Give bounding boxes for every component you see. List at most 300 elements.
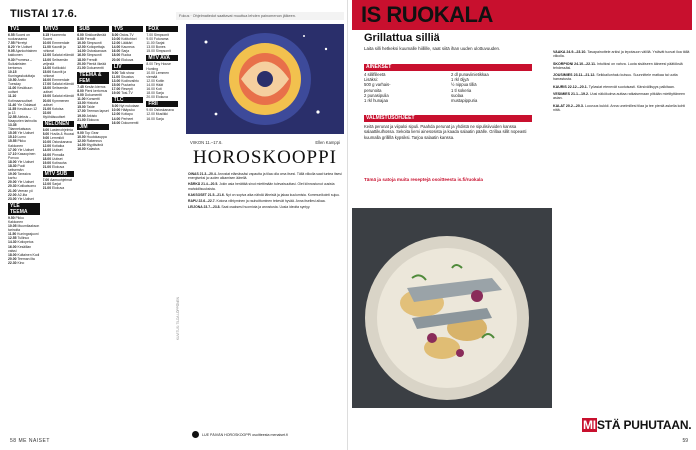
page-number-left: 58 ME NAISET	[10, 438, 50, 444]
program-title: Kotiaika	[52, 144, 65, 149]
program-entry	[43, 70, 75, 78]
program-title: Dokumentti	[121, 120, 139, 125]
program-time: 20.00	[77, 61, 87, 66]
program-time: 17.00	[8, 147, 18, 152]
program-title: Hääpuku	[121, 108, 135, 113]
program-title: Frendit	[84, 37, 96, 42]
program-time: 23.00	[8, 196, 18, 201]
ingredient-item: mustapippuria	[451, 98, 478, 104]
program-time: 17.00	[77, 109, 87, 114]
program-time: 8.00	[77, 37, 85, 42]
ingredient-item: 2 dl punaviinietikkaa	[451, 72, 489, 77]
program-time: 9.00	[111, 70, 120, 75]
program-time: 15.05	[8, 131, 18, 136]
program-time: 8.00	[111, 104, 120, 109]
program-time: 16.00	[8, 244, 18, 249]
program-time: 8.00	[77, 88, 85, 93]
program-time: 16.00	[42, 78, 53, 83]
horoscope-sign	[188, 182, 342, 190]
ingredient-item: 1 rkl öljyä	[451, 77, 469, 83]
program-entry	[43, 45, 75, 53]
tv-column-3	[77, 24, 109, 424]
program-time: 19.00	[77, 113, 87, 118]
program-entry: 20.00 Elokuva	[146, 95, 168, 100]
program-title: Veeran yö	[17, 188, 33, 193]
mista-puhutaan-logo	[582, 418, 691, 432]
program-entry	[8, 123, 40, 131]
program-title: Kultainen Kodi	[17, 252, 40, 257]
program-time: 11.10	[8, 94, 17, 99]
program-title: Pieni kertomus	[84, 88, 108, 93]
program-title: Piirretyt	[15, 41, 28, 46]
program-title: Resepti	[121, 87, 133, 92]
program-title: Kino	[17, 260, 25, 265]
recipe-subtitle: Laita silli hetkeksi kuumalle hiillille, saat siitä ihan uuden ulottuvuuden.	[364, 46, 501, 51]
program-entry: 14.00 Häät	[146, 82, 163, 87]
program-entry: 9.00 Ostoskanava	[146, 108, 174, 113]
program-time: 17.00	[42, 82, 53, 87]
sign-name: OINAS 21.3.–20.4.	[188, 172, 218, 176]
horoscope-columns	[188, 172, 342, 211]
program-entry: 18.00 Sarja	[146, 91, 164, 96]
program-time: 13.00	[42, 57, 53, 62]
program-title: Simpsonit	[86, 53, 102, 58]
illustration-credit: KUVITUS: TILDA LÖPPÖNEN	[176, 297, 180, 340]
program-time: 16.00	[77, 147, 87, 152]
program-time: 13.00	[111, 78, 122, 83]
sign-name: RAPU 22.6.–22.7.	[188, 199, 217, 204]
program-title: Kotoisa	[52, 106, 64, 111]
channel-heading: MTV SUB	[43, 171, 75, 177]
program-entry	[8, 70, 40, 78]
program-time: 21.00	[77, 65, 87, 70]
program-entry	[43, 165, 75, 169]
program-entry	[8, 224, 40, 232]
program-time: 14.00	[111, 116, 122, 121]
program-time: 10.00	[42, 140, 53, 145]
program-time: 7.45	[77, 84, 85, 89]
horoscope-author: Ellen Kamppi	[315, 140, 340, 145]
program-time: 22.00	[42, 110, 52, 115]
program-entry: 7.00 Simpsonit	[146, 33, 169, 37]
program-time: 16.00	[111, 120, 122, 125]
program-title: Arctic Tuesday	[8, 78, 26, 87]
program-title: Huomenta Suomi	[42, 33, 66, 42]
program-title: Muumilaakson tarinoita	[8, 224, 40, 233]
program-entry	[112, 121, 144, 125]
program-entry	[8, 49, 40, 57]
program-title: Tilannekatsaus	[8, 127, 31, 132]
program-time: 6.55	[8, 33, 16, 37]
method-text: Keitä perunat ja viipaloi sipuli. Paahda perunat ja yhdistä ne sipulisiivuiden kanssa salaattikulhossa. Sekoita liemi ainesosista ja kaada salaatin päälle. Grillaa sillit nopeasti kuumalla grillillä kypsiksi. Tarjoa salaatin kanssa.	[364, 124, 527, 140]
program-title: Pikku Kakkonen	[8, 215, 24, 224]
horoscope-sign	[553, 104, 691, 113]
tv-column-2	[43, 24, 75, 424]
program-title: Myöhäisuutiset	[42, 114, 66, 119]
program-title: Konsertti	[86, 97, 100, 102]
sign-name: VESIMIES 21.1.–19.2.	[553, 92, 590, 97]
recipe-title: Grillattua silliä	[364, 32, 440, 44]
horoscope-sign	[188, 172, 342, 180]
horoscope-sign	[553, 92, 691, 101]
ingredients-label: AINEKSET	[364, 64, 532, 71]
program-entry	[8, 197, 40, 201]
program-title: Aleksis – Naapurien tarinoita	[8, 114, 37, 123]
program-time: 15.55	[8, 139, 18, 144]
program-time: 18.30	[8, 164, 18, 168]
ingredient-item: 500 g varhais-	[364, 82, 391, 88]
program-time: 6.15	[42, 33, 51, 37]
program-title: Salatut elämät	[52, 94, 74, 99]
program-entry	[77, 147, 109, 151]
logo-mi: MI	[583, 418, 596, 432]
program-entry	[77, 66, 109, 70]
program-title: Kotiapu	[121, 112, 133, 117]
program-time: 19.00	[42, 94, 53, 99]
program-time: 20.00	[42, 98, 53, 103]
program-title: Yle Uutiset	[15, 45, 32, 50]
program-time: 16.00	[77, 53, 87, 58]
program-title: Myytävänä	[86, 142, 104, 147]
program-title: Talk show	[119, 70, 135, 75]
program-time: 20.00	[8, 180, 18, 185]
program-entry: 16.00 Sarja	[146, 116, 164, 121]
program-time: 14.00	[111, 45, 122, 50]
program-title: Nyt nukutaan	[119, 104, 140, 109]
program-time: 12.55	[8, 236, 18, 241]
program-title: Kesäkuun uutiset	[8, 86, 33, 95]
sign-text: Jokin asia herättää sinut miettimään tulevaisuuttasi. Olet kiinnostunut uusista mahdollisuuksista.	[188, 182, 335, 191]
program-title: Kauniit ja rohkeat	[42, 69, 66, 78]
program-title: Kodinvaihto	[121, 78, 139, 83]
sign-name: HÄRKÄ 21.4.–20.5.	[188, 182, 220, 187]
program-title: Huutokauppa	[86, 134, 107, 139]
program-title: Taide	[86, 105, 95, 110]
horoscope-illustration	[186, 24, 344, 134]
ingredient-item: 4 silliflileetä	[364, 72, 386, 77]
program-entry	[8, 33, 40, 41]
program-time: 10.00	[77, 134, 87, 139]
program-time: 15.00	[111, 82, 122, 87]
sign-text: Uusi näkökulma auttaa ratkaisemaan pitkään mietityttäneen asian.	[553, 92, 686, 101]
sign-name: JOUSIMIES 23.11.–21.12.	[553, 73, 597, 78]
channel-heading: YLE TEEMA	[8, 203, 40, 215]
recipe-link-tip[interactable]: Tämä ja satoja muita reseptejä osoitteesta is.fi/ruokala	[364, 177, 483, 182]
channel-heading: SUB	[77, 26, 109, 32]
program-title: Frendit	[86, 57, 98, 62]
method-label: VALMISTUSOHJEET	[364, 115, 532, 122]
ingredient-item: 1 rkl hunajaa	[364, 98, 388, 104]
program-title: Rakennus	[86, 138, 102, 143]
program-title: Promesa – Suikaleisten kertomus	[8, 57, 32, 70]
program-time: 15.10	[8, 135, 18, 140]
program-title: Aamuohjelmat	[50, 177, 72, 182]
program-time: 22.30	[8, 260, 18, 265]
horoscope-sign	[188, 199, 342, 203]
tv-listing-heading: TIISTAI 17.6.	[10, 8, 78, 20]
program-title: Kuningaskuluttaja	[8, 73, 35, 78]
program-entry: 10.00 Lemmen viemää	[146, 70, 169, 79]
sign-text: Työasiat etenevät suotuisasti. Kärsivällisyys palkitaan.	[588, 84, 675, 89]
program-time: 17.00	[111, 87, 122, 92]
program-entry	[43, 111, 75, 119]
program-time: 7.55	[8, 41, 16, 46]
program-entry	[43, 99, 75, 107]
program-time: 18.00	[111, 53, 122, 58]
program-entry	[8, 245, 40, 253]
program-entry	[8, 86, 40, 94]
program-title: Seitsemän veljestä	[42, 57, 69, 66]
program-time: 14.30	[8, 240, 18, 245]
program-title: Kuningasjuoni	[17, 232, 39, 237]
program-title: Simpsonit	[86, 41, 102, 46]
program-time: 18.00	[77, 57, 87, 62]
program-title: Sarjat	[52, 182, 61, 186]
program-title: Lääkäri	[121, 41, 133, 46]
program-time: 19.00	[111, 91, 122, 96]
program-title: Kesän kierros	[84, 84, 106, 89]
program-time: 12.00	[42, 144, 53, 149]
program-title: Yle Uutiset	[17, 147, 34, 152]
program-title: Tosi-TV	[121, 91, 133, 96]
program-time: 12.00	[42, 53, 53, 58]
program-title: Salatut elämät	[52, 53, 74, 58]
program-title: Pikku Kakkonen	[8, 139, 26, 148]
channel-heading: JIM	[77, 124, 109, 130]
ingredient-item: 2 punasipulia	[364, 92, 389, 98]
program-time: 11.40	[8, 102, 18, 107]
program-title: Kotikatsomo	[17, 184, 37, 189]
program-time: 11.00	[111, 74, 122, 79]
horoscope-title: HOROSKOOPPI	[192, 147, 338, 168]
program-title: Lastenohjelmia	[50, 127, 73, 132]
horoscope-sign	[188, 205, 342, 209]
program-entry	[8, 94, 40, 102]
program-title: Historia	[86, 101, 99, 106]
horoscope-column-right	[553, 50, 691, 115]
program-title: Top Gear	[84, 130, 99, 135]
program-entry	[8, 216, 40, 224]
program-title: Huvila & Huussi	[50, 132, 75, 137]
program-time: 21.00	[42, 164, 53, 169]
program-time: 12.55	[8, 114, 18, 119]
ingredients-list	[364, 72, 532, 103]
program-title: Lemmikit	[50, 136, 64, 141]
program-entry	[43, 86, 75, 94]
program-entry: 12.00 Kotiin	[146, 78, 165, 83]
program-title: Puutarha	[121, 82, 135, 87]
program-time: 20.00	[111, 57, 122, 62]
sign-name: LEIJONA 23.7.–23.8.	[188, 205, 222, 210]
program-time: 12.00	[77, 138, 87, 143]
program-entry	[8, 115, 40, 123]
program-time: 12.00	[111, 41, 122, 46]
program-time: 10.00	[111, 108, 122, 113]
program-time: 14.00	[42, 65, 53, 70]
program-time: 17.10	[8, 151, 18, 156]
program-time: 21.00	[42, 186, 53, 191]
program-title: Kotitohtori	[121, 37, 137, 42]
program-time: 10.00	[111, 37, 122, 42]
channel-heading: FRII	[146, 101, 178, 107]
program-time: 14.00	[77, 49, 87, 54]
program-entry: 15.00 Simpsonit	[146, 49, 171, 54]
program-time: 18.00	[42, 156, 53, 161]
program-time: 14.00	[77, 142, 87, 147]
program-time: 15.00	[77, 105, 87, 110]
channel-heading: FOX	[146, 26, 178, 32]
program-note-strip: Fokus · Ohjelmatiedot saattavat muuttua lehden painomenon jälkeen.	[176, 12, 344, 20]
program-time: 8.00	[111, 33, 120, 37]
program-title: Yle Uutiset	[17, 180, 34, 185]
program-entry	[77, 118, 109, 122]
program-time: 10.15	[8, 69, 17, 74]
sign-name: KAKSOSET 21.5.–21.6.	[188, 192, 226, 197]
program-time: 8.20	[8, 45, 16, 50]
program-entry	[8, 78, 40, 86]
program-time: 9.00	[42, 136, 51, 141]
program-time: 18.00	[8, 252, 18, 257]
horoscope-sign	[553, 85, 691, 89]
ingredients-column-right	[451, 72, 532, 103]
program-title: Sisustus	[121, 74, 134, 79]
program-entry	[8, 261, 40, 265]
program-title: Elokuva	[52, 186, 65, 191]
program-title: Yle Uutiset	[17, 196, 34, 201]
sign-name: VAAKA 24.9.–23.10.	[553, 50, 588, 54]
program-time: 12.00	[77, 45, 87, 50]
program-title: Kauneus	[121, 45, 135, 50]
program-title: Kauniit ja rohkeat	[42, 45, 66, 54]
horoscope-sign	[553, 50, 691, 59]
program-title: Perheet	[121, 116, 134, 121]
program-entry	[43, 58, 75, 66]
program-entry: 9.00 Futurama	[146, 37, 169, 42]
program-time: 18.00	[42, 86, 53, 91]
sign-text: Luovuus kukkii. Anna unelmillesi tilaa ja tee pieniä askelia kohti niitä.	[553, 103, 686, 112]
channel-heading: NELONEN	[43, 121, 75, 127]
sign-text: Seikkailunhalu kutsuu. Suunnittele matkaa tai uutta harrastusta.	[553, 73, 678, 82]
tv-column-4	[112, 24, 144, 424]
channel-heading: TV1	[8, 26, 40, 32]
program-title: Elokuva	[86, 117, 99, 122]
program-entry	[43, 33, 75, 41]
program-entry	[8, 139, 40, 147]
program-title: Seitsemän uutiset	[42, 86, 69, 95]
program-time: 10.50	[8, 78, 18, 83]
program-title: Kasaopinen Porvoo	[8, 151, 36, 160]
program-title: Kymmenen uutiset	[42, 98, 70, 107]
program-time: 20.00	[8, 256, 18, 261]
program-time: 13.00	[77, 101, 87, 106]
program-time: 22.00	[8, 192, 18, 197]
program-title: Salatut elämät	[52, 82, 74, 87]
sign-name: SKORPIONI 24.10.–22.11.	[553, 61, 597, 66]
tv-column-1	[8, 24, 40, 424]
ingredient-item: ½ nippua tilliä	[451, 82, 477, 88]
horoscope-column-left	[188, 172, 342, 211]
horoscope-footer-text[interactable]: LUE PÄIVÄN HOROSKOOPPI osoitteesta menaiset.fi	[202, 432, 288, 437]
program-title: Teeman lapset	[86, 109, 109, 114]
program-entry	[8, 58, 40, 70]
program-title: Ostos-TV	[119, 33, 134, 37]
program-time: 12.00	[111, 112, 122, 117]
program-time: 12.00	[42, 182, 53, 186]
program-title: Emmerdale	[52, 41, 70, 46]
program-entry: 16.00 Koti	[146, 87, 162, 92]
sign-text: Intuitiosi on vahva. Luota sisäiseen ääneesi päätöksiä tehdessäsi.	[553, 61, 683, 70]
sign-text: Tasapainottele arkisi ja lepotauon välillä. Ystävät tuovat iloa tällä viikolla.	[553, 50, 690, 59]
program-entry	[8, 152, 40, 160]
program-title: Dokumentti	[86, 65, 104, 70]
program-time: 9.30	[8, 57, 16, 62]
program-title: Sinkkuelämää	[84, 33, 107, 37]
ingredient-item: 1 tl sokeria	[451, 87, 472, 93]
program-time: 9.00	[77, 93, 85, 98]
program-time: 11.50	[8, 232, 18, 237]
program-time: 7.00	[42, 177, 51, 182]
program-title: Arkisto	[86, 113, 97, 118]
program-title: Suomi on ruokanaama	[8, 33, 30, 42]
program-time: 10.05	[8, 224, 18, 229]
program-title: Yle Uutiset	[17, 159, 34, 164]
tv-column-5	[146, 24, 178, 424]
program-time: 15.00	[42, 69, 53, 74]
program-time: 11.00	[8, 86, 18, 91]
horoscope-footer[interactable]	[192, 431, 342, 438]
program-time: 9.50	[8, 215, 16, 220]
program-title: Tullinuo	[17, 236, 30, 241]
program-time: 11.55	[8, 106, 18, 111]
ruokala-logo: IS RUOKALA	[361, 2, 493, 27]
program-title: Kotirauha	[52, 160, 67, 165]
program-title: Ajankohtainen kakkonen	[8, 49, 38, 58]
tv-listing-columns	[8, 24, 178, 424]
program-time: 9.05	[8, 49, 16, 54]
program-title: Puoli seitsemän	[8, 164, 25, 173]
program-title: Uutiset	[52, 148, 63, 153]
program-time: 8.00	[42, 132, 51, 137]
horoscope-week: VIIKON 11.–17.6.	[190, 140, 223, 145]
program-title: Kotiopetus	[17, 240, 34, 245]
program-time: 19.00	[8, 172, 18, 177]
program-title: Ostoskanava	[52, 140, 72, 145]
program-title: Kesäkuun 12 ja 13	[8, 106, 38, 115]
program-title: Kotikokki	[52, 65, 66, 70]
program-title: Lumo	[17, 135, 26, 140]
ingredient-item: Lisäksi:	[364, 77, 378, 83]
program-title: Ostoskanava	[86, 49, 107, 54]
program-time: 13.35	[8, 123, 17, 128]
program-time: 9.00	[77, 130, 85, 135]
horoscope-sign	[553, 62, 691, 71]
program-title: Uutiset	[52, 156, 63, 161]
program-entry	[43, 186, 75, 190]
sign-text: Saat osaksesi huomiota ja arvostusta. Uusia ideoita syntyy.	[221, 205, 311, 210]
channel-heading: TV5	[112, 26, 144, 32]
ingredient-item: suolaa	[451, 92, 464, 98]
program-title: Yle Oddasat	[17, 102, 36, 107]
program-title: Emmerdale	[52, 78, 70, 83]
logo-rest: STÄ PUHUTAAN.	[596, 418, 692, 432]
program-entry	[112, 91, 144, 95]
program-title: Pientä ilkeää	[86, 61, 107, 66]
program-title: Teeman ilta	[17, 256, 35, 261]
program-time: 18.00	[8, 159, 18, 164]
program-time: 16.00	[111, 49, 122, 54]
horoscope-sign	[188, 193, 342, 197]
ingredient-item: perunoita	[364, 87, 382, 93]
